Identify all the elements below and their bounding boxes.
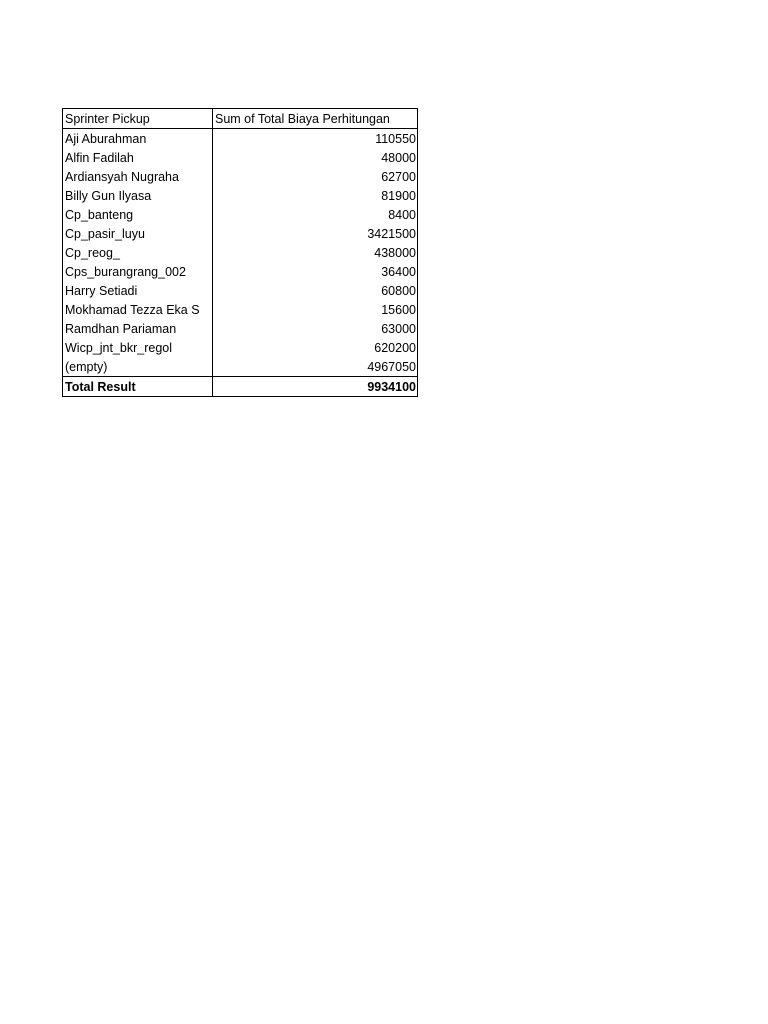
row-label[interactable]: Ramdhan Pariaman xyxy=(63,319,213,338)
table-row xyxy=(63,300,418,319)
table-row xyxy=(63,186,418,205)
table-row xyxy=(63,205,418,224)
total-label[interactable]: Total Result xyxy=(63,377,213,397)
pivot-table xyxy=(62,108,418,397)
row-value[interactable]: 110550 xyxy=(213,129,418,149)
row-value[interactable]: 48000 xyxy=(213,148,418,167)
row-value[interactable]: 438000 xyxy=(213,243,418,262)
table-row xyxy=(63,129,418,149)
row-value[interactable]: 63000 xyxy=(213,319,418,338)
table-row xyxy=(63,243,418,262)
row-value[interactable]: 60800 xyxy=(213,281,418,300)
row-label[interactable]: Billy Gun Ilyasa xyxy=(63,186,213,205)
row-label[interactable]: Aji Aburahman xyxy=(63,129,213,149)
header-sprinter-pickup[interactable]: Sprinter Pickup xyxy=(63,109,213,129)
row-value[interactable]: 81900 xyxy=(213,186,418,205)
header-sum-total-biaya[interactable]: Sum of Total Biaya Perhitungan xyxy=(213,109,418,129)
row-label[interactable]: Ardiansyah Nugraha xyxy=(63,167,213,186)
row-value[interactable]: 3421500 xyxy=(213,224,418,243)
row-value[interactable]: 62700 xyxy=(213,167,418,186)
row-label[interactable]: Cp_banteng xyxy=(63,205,213,224)
row-value[interactable]: 15600 xyxy=(213,300,418,319)
table-row xyxy=(63,281,418,300)
row-label[interactable]: (empty) xyxy=(63,357,213,377)
row-label[interactable]: Cp_reog_ xyxy=(63,243,213,262)
table-row xyxy=(63,167,418,186)
row-value[interactable]: 620200 xyxy=(213,338,418,357)
total-row xyxy=(63,377,418,397)
row-label[interactable]: Alfin Fadilah xyxy=(63,148,213,167)
table-row xyxy=(63,357,418,377)
table-row xyxy=(63,224,418,243)
row-label[interactable]: Harry Setiadi xyxy=(63,281,213,300)
table-row xyxy=(63,262,418,281)
row-value[interactable]: 4967050 xyxy=(213,357,418,377)
header-row xyxy=(63,109,418,129)
row-label[interactable]: Wicp_jnt_bkr_regol xyxy=(63,338,213,357)
row-value[interactable]: 8400 xyxy=(213,205,418,224)
table-row xyxy=(63,338,418,357)
total-value[interactable]: 9934100 xyxy=(213,377,418,397)
row-label[interactable]: Mokhamad Tezza Eka S xyxy=(63,300,213,319)
table-row xyxy=(63,148,418,167)
row-label[interactable]: Cp_pasir_luyu xyxy=(63,224,213,243)
row-label[interactable]: Cps_burangrang_002 xyxy=(63,262,213,281)
row-value[interactable]: 36400 xyxy=(213,262,418,281)
table-row xyxy=(63,319,418,338)
